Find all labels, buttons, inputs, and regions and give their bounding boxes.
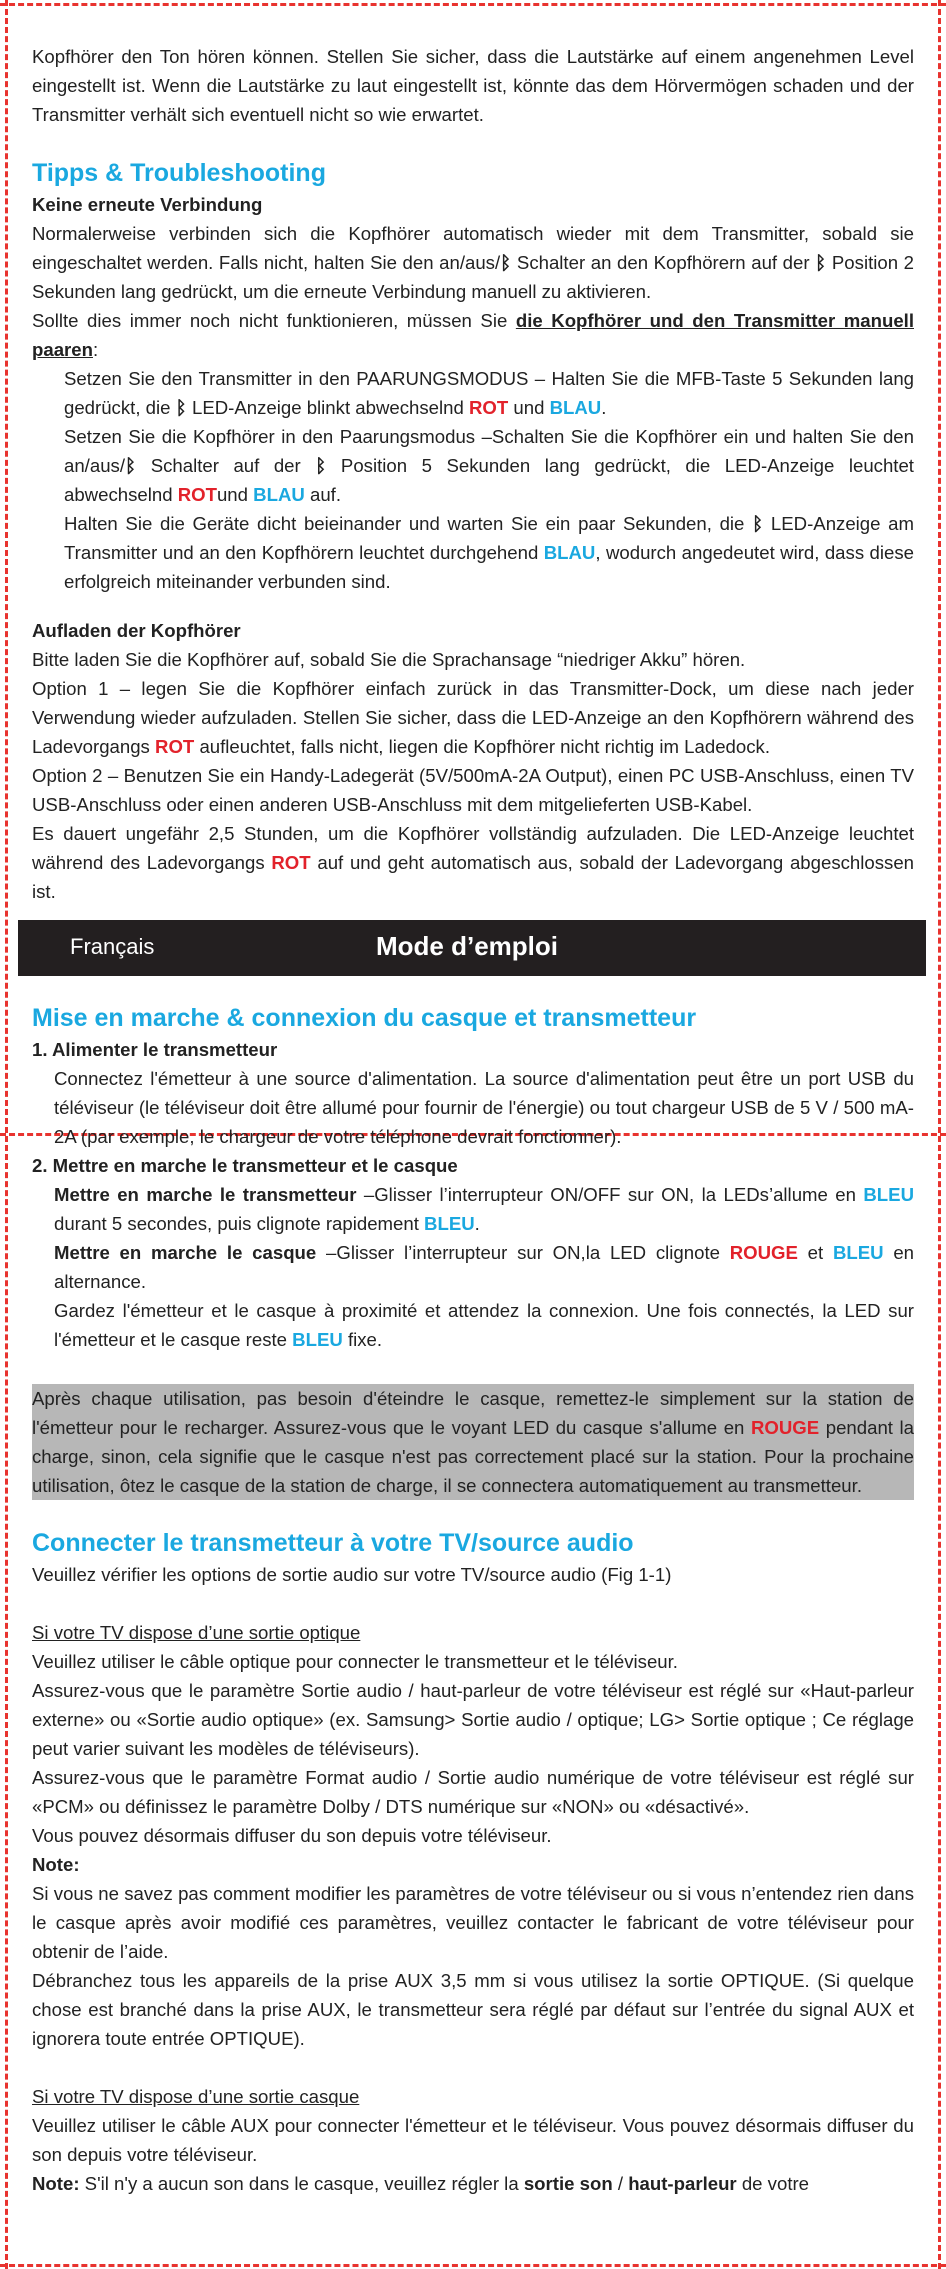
reconnect-heading: Keine erneute Verbindung (32, 194, 263, 215)
pairing-steps (32, 364, 914, 596)
headphone-out-paragraph: Veuillez utiliser le câble AUX pour connecter l'émetteur et le téléviseur. Vous pouvez désormais diffuser du son depuis votre téléviseur. (32, 2115, 914, 2165)
note-paragraph-2: Débranchez tous les appareils de la prise AUX 3,5 mm si vous utilisez la sortie OPTIQUE. (Si quelque chose est branché dans la prise AUX, le transmetteur sera réglé par défaut sur l’entrée du signal AUX et ignorera toute entrée OPTIQUE). (32, 1970, 914, 2049)
manual-title: Mode d’emploi (376, 931, 558, 961)
headset-on-step: Mettre en marche le casque –Glisser l’interrupteur sur ON,la LED clignote ROUGE et BLEU en alternance. (54, 1242, 915, 1292)
power-transmitter-heading: 1. Alimenter le transmetteur (32, 1039, 278, 1060)
charging-paragraph-2: Option 1 – legen Sie die Kopfhörer einfach zurück in das Transmitter-Dock, um diese nach jeder Verwendung wieder aufzuladen. Stellen Sie sicher, dass die LED-Anzeige an den Kopfhörern während des Ladevorgangs ROT aufleuchtet, falls nicht, liegen die Kopfhörer nicht richtig im Ladedock. (32, 678, 914, 757)
transmitter-on-step: Mettre en marche le transmetteur –Glisser l’interrupteur ON/OFF sur ON, la LEDs’allume en BLEU durant 5 secondes, puis clignote rapidement BLEU. (54, 1184, 914, 1234)
intro-paragraph: Kopfhörer den Ton hören können. Stellen Sie sicher, dass die Lautstärke auf einem angenehmen Level eingestellt ist. Wenn die Lautstärke zu laut eingestellt ist, könnte das dem Hörvermögen schaden und der Transmitter verhält sich eventuell nicht so wie erwartet. (32, 46, 914, 125)
bluetooth-icon: ᛒ (500, 252, 512, 273)
manual-pair-paragraph: Sollte dies immer noch nicht funktionieren, müssen Sie die Kopfhörer und den Transmitter manuell paaren: (32, 310, 914, 360)
power-connect-heading: Mise en marche & connexion du casque et transmetteur (32, 1004, 697, 1032)
power-transmitter-text: Connectez l'émetteur à une source d'alimentation. La source d'alimentation peut être un port USB du téléviseur (le téléviseur doit être allumé pour fournir de l'énergie) ou tout chargeur USB de 5 V / 500 mA-2A (par exemple, le chargeur de votre téléphone devrait fonctionner). (54, 1068, 914, 1147)
language-label: Français (70, 934, 155, 959)
optical-heading: Si votre TV dispose d’une sortie optique (32, 1622, 361, 1643)
cut-line-bottom (0, 2264, 946, 2267)
optical-paragraph-1: Veuillez utiliser le câble optique pour connecter le transmetteur et le téléviseur. (32, 1651, 678, 1672)
keep-close-step: Gardez l'émetteur et le casque à proximité et attendez la connexion. Une fois connectés, la LED sur l'émetteur et le casque reste BLEU fixe. (54, 1300, 914, 1350)
bluetooth-icon: ᛒ (125, 455, 137, 476)
bluetooth-icon: ᛒ (815, 252, 827, 273)
charging-paragraph-1: Bitte laden Sie die Kopfhörer auf, sobald Sie die Sprachansage “niedriger Akku” hören. (32, 649, 746, 670)
note-heading: Note: (32, 1854, 80, 1875)
cut-line-top (0, 3, 946, 6)
charging-paragraph-3: Option 2 – Benutzen Sie ein Handy-Ladegerät (5V/500mA-2A Output), einen PC USB-Anschluss, einen TV USB-Anschluss oder einen anderen USB-Anschluss mit dem mitgelieferten USB-Kabel. (32, 765, 914, 815)
bluetooth-icon: ᛒ (752, 513, 764, 534)
bluetooth-icon: ᛒ (315, 455, 327, 476)
optical-paragraph-3: Assurez-vous que le paramètre Format audio / Sortie audio numérique de votre téléviseur est réglé sur «PCM» ou définissez le paramètre Dolby / DTS numérique sur «NON» ou «désactivé». (32, 1767, 914, 1817)
power-on-steps (32, 1180, 914, 1354)
bluetooth-icon: ᛒ (175, 397, 187, 418)
german-section (32, 42, 914, 906)
connect-tv-intro: Veuillez vérifier les options de sortie audio sur votre TV/source audio (Fig 1-1) (32, 1564, 672, 1585)
optical-paragraph-4: Vous pouvez désormais diffuser du son depuis votre téléviseur. (32, 1825, 552, 1846)
pairing-step-2: Setzen Sie die Kopfhörer in den Paarungsmodus –Schalten Sie die Kopfhörer ein und halten Sie den an/aus/ᛒ Schalter auf der ᛒ Position 5 Sekunden lang gedrückt, die LED-Anzeige leuchtet abwechselnd ROTund BLAU auf. (64, 426, 914, 505)
charging-paragraph-4: Es dauert ungefähr 2,5 Stunden, um die Kopfhörer vollständig aufzuladen. Die LED-Anzeige leuchtet während des Ladevorgangs ROT auf und geht automatisch aus, sobald der Ladevorgang abgeschlossen ist. (32, 823, 914, 902)
optical-paragraph-2: Assurez-vous que le paramètre Sortie audio / haut-parleur de votre téléviseur est réglé sur «Haut-parleur externe» ou «Sortie audio optique» (ex. Samsung> Sortie audio / optique; LG> Sortie optique ; Ce réglage peut varier suivant les modèles de téléviseurs). (32, 1680, 914, 1759)
french-section (32, 1001, 914, 2198)
connect-tv-heading: Connecter le transmetteur à votre TV/source audio (32, 1529, 634, 1557)
note-paragraph-1: Si vous ne savez pas comment modifier les paramètres de votre téléviseur ou si vous n’entendez rien dans le casque après avoir modifié ces paramètres, veuillez contacter le fabricant de votre téléviseur pour obtenir de l’aide. (32, 1883, 914, 1962)
power-on-heading: 2. Mettre en marche le transmetteur et le casque (32, 1155, 458, 1176)
headphone-out-heading: Si votre TV dispose d’une sortie casque (32, 2086, 360, 2107)
pairing-step-1: Setzen Sie den Transmitter in den PAARUNGSMODUS – Halten Sie die MFB-Taste 5 Sekunden lang gedrückt, die ᛒ LED-Anzeige blinkt abwechselnd ROT und BLAU. (64, 368, 914, 418)
tips-heading: Tipps & Troubleshooting (32, 159, 326, 187)
charging-note-box: Après chaque utilisation, pas besoin d'éteindre le casque, remettez-le simplement sur la station de l'émetteur pour le recharger. Assurez-vous que le voyant LED du casque s'allume en ROUGE pendant la charge, sinon, cela signifie que le casque n'est pas correctement placé sur la station. Pour la prochaine utilisation, ôtez le casque de la station de charge, il se connectera automatiquement au transmetteur. (32, 1384, 914, 1500)
charging-heading: Aufladen der Kopfhörer (32, 620, 241, 641)
pairing-step-3: Halten Sie die Geräte dicht beieinander und warten Sie ein paar Sekunden, die ᛒ LED-Anzeige am Transmitter und an den Kopfhörern leuchtet durchgehend BLAU, wodurch angedeutet wird, dass diese erfolgreich miteinander verbunden sind. (64, 513, 915, 592)
reconnect-paragraph: Normalerweise verbinden sich die Kopfhörer automatisch wieder mit dem Transmitter, sobald sie eingeschaltet werden. Falls nicht, halten Sie den an/aus/ᛒ Schalter an den Kopfhörern auf der ᛒ Position 2 Sekunden lang gedrückt, um die erneute Verbindung manuell zu aktivieren. (32, 223, 914, 302)
language-header-bar (18, 920, 926, 976)
headphone-out-note: Note: S'il n'y a aucun son dans le casque, veuillez régler la sortie son / haut-parleur de votre (32, 2173, 810, 2194)
